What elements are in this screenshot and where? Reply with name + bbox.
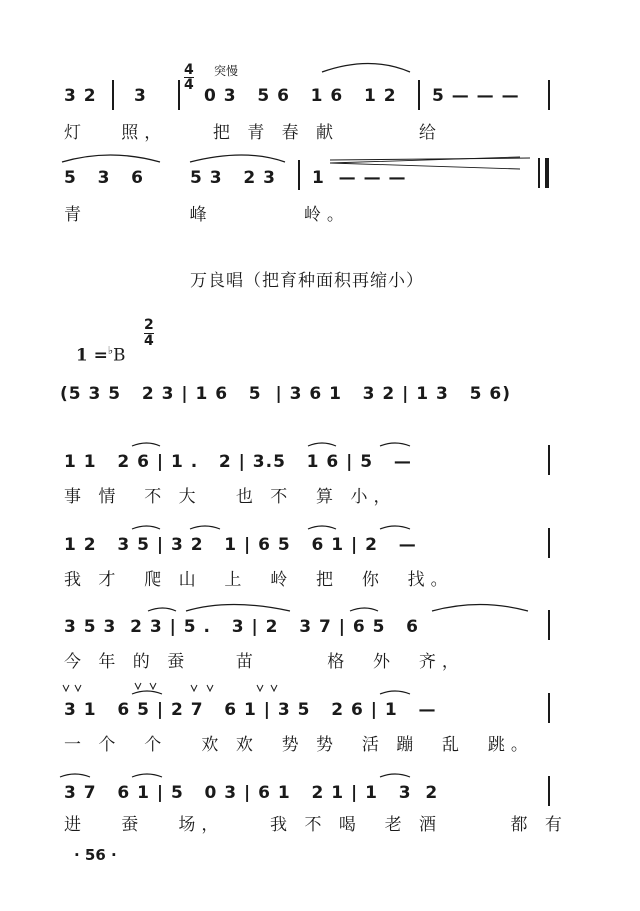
line-4-notes: 3 1 6 5 | 2 7 6 1 | 3 5 2 6 | 1 —	[64, 700, 437, 720]
barline	[538, 158, 540, 188]
barline	[178, 80, 180, 110]
time-sig-bottom: 4	[184, 77, 194, 93]
barline	[548, 693, 550, 723]
line-3-lyrics: 今 年 的 蚕 苗 格 外 齐，	[64, 652, 465, 672]
s1-l1-m2: 3	[134, 86, 147, 106]
key-signature	[64, 324, 126, 366]
s1-l2-m1: 5 3 6	[64, 168, 144, 188]
barline	[298, 160, 300, 190]
line-5-lyrics: 进 蚕 场， 我 不 喝 老 酒 都 有	[64, 815, 568, 835]
line-2-notes: 1 2 3 5 | 3 2 1 | 6 5 6 1 | 2 —	[64, 535, 417, 555]
line-5-notes: 3 7 6 1 | 5 0 3 | 6 1 2 1 | 1 3 2	[64, 783, 439, 803]
s1-l1-m4: 5 — — —	[432, 86, 520, 106]
time-signature-change	[184, 63, 194, 92]
s1-l2-m3: 1 — — —	[312, 168, 407, 188]
page-number: · 56 ·	[74, 846, 117, 864]
s1-l1-m1: 3 2	[64, 86, 97, 106]
time-top: 2	[144, 317, 154, 333]
line-1-notes: 1 1 2 6 | 1 . 2 | 3.5 1 6 | 5 —	[64, 452, 412, 472]
barline	[418, 80, 420, 110]
barline	[548, 610, 550, 640]
final-barline	[545, 158, 549, 188]
time-sig-top: 4	[184, 62, 194, 78]
time-bottom: 4	[144, 333, 154, 349]
line-4-lyrics: 一 个 个 欢 欢 势 势 活 蹦 乱 跳。	[64, 735, 534, 755]
barline	[548, 80, 550, 110]
line-1-lyrics: 事 情 不 大 也 不 算 小，	[64, 487, 397, 507]
tempo-marking: 突慢	[214, 64, 239, 78]
s1-l1-m3: 0 3 5 6 1 6 1 2	[204, 86, 397, 106]
s1-l1-lyrics: 灯 照， 把 青 春 献 给	[64, 123, 442, 143]
key-prefix: 1 =	[75, 345, 108, 366]
s1-l2-lyrics: 青 峰 岭。	[64, 205, 350, 225]
song-title: 万良唱（把育种面积再缩小）	[190, 271, 424, 291]
line-2-lyrics: 我 才 爬 山 上 岭 把 你 找。	[64, 570, 454, 590]
flat-sign: ♭	[107, 344, 114, 357]
barline	[548, 445, 550, 475]
barline	[548, 776, 550, 806]
s1-l2-m2: 5 3 2 3	[190, 168, 276, 188]
barline	[548, 528, 550, 558]
barline	[112, 80, 114, 110]
time-signature	[144, 318, 154, 349]
key-letter: B	[113, 345, 126, 366]
intro-line: (5 3 5 2 3 | 1 6 5 | 3 6 1 3 2 | 1 3 5 6)	[60, 384, 511, 404]
line-3-notes: 3 5 3 2 3 | 5 . 3 | 2 3 7 | 6 5 6	[64, 617, 419, 637]
